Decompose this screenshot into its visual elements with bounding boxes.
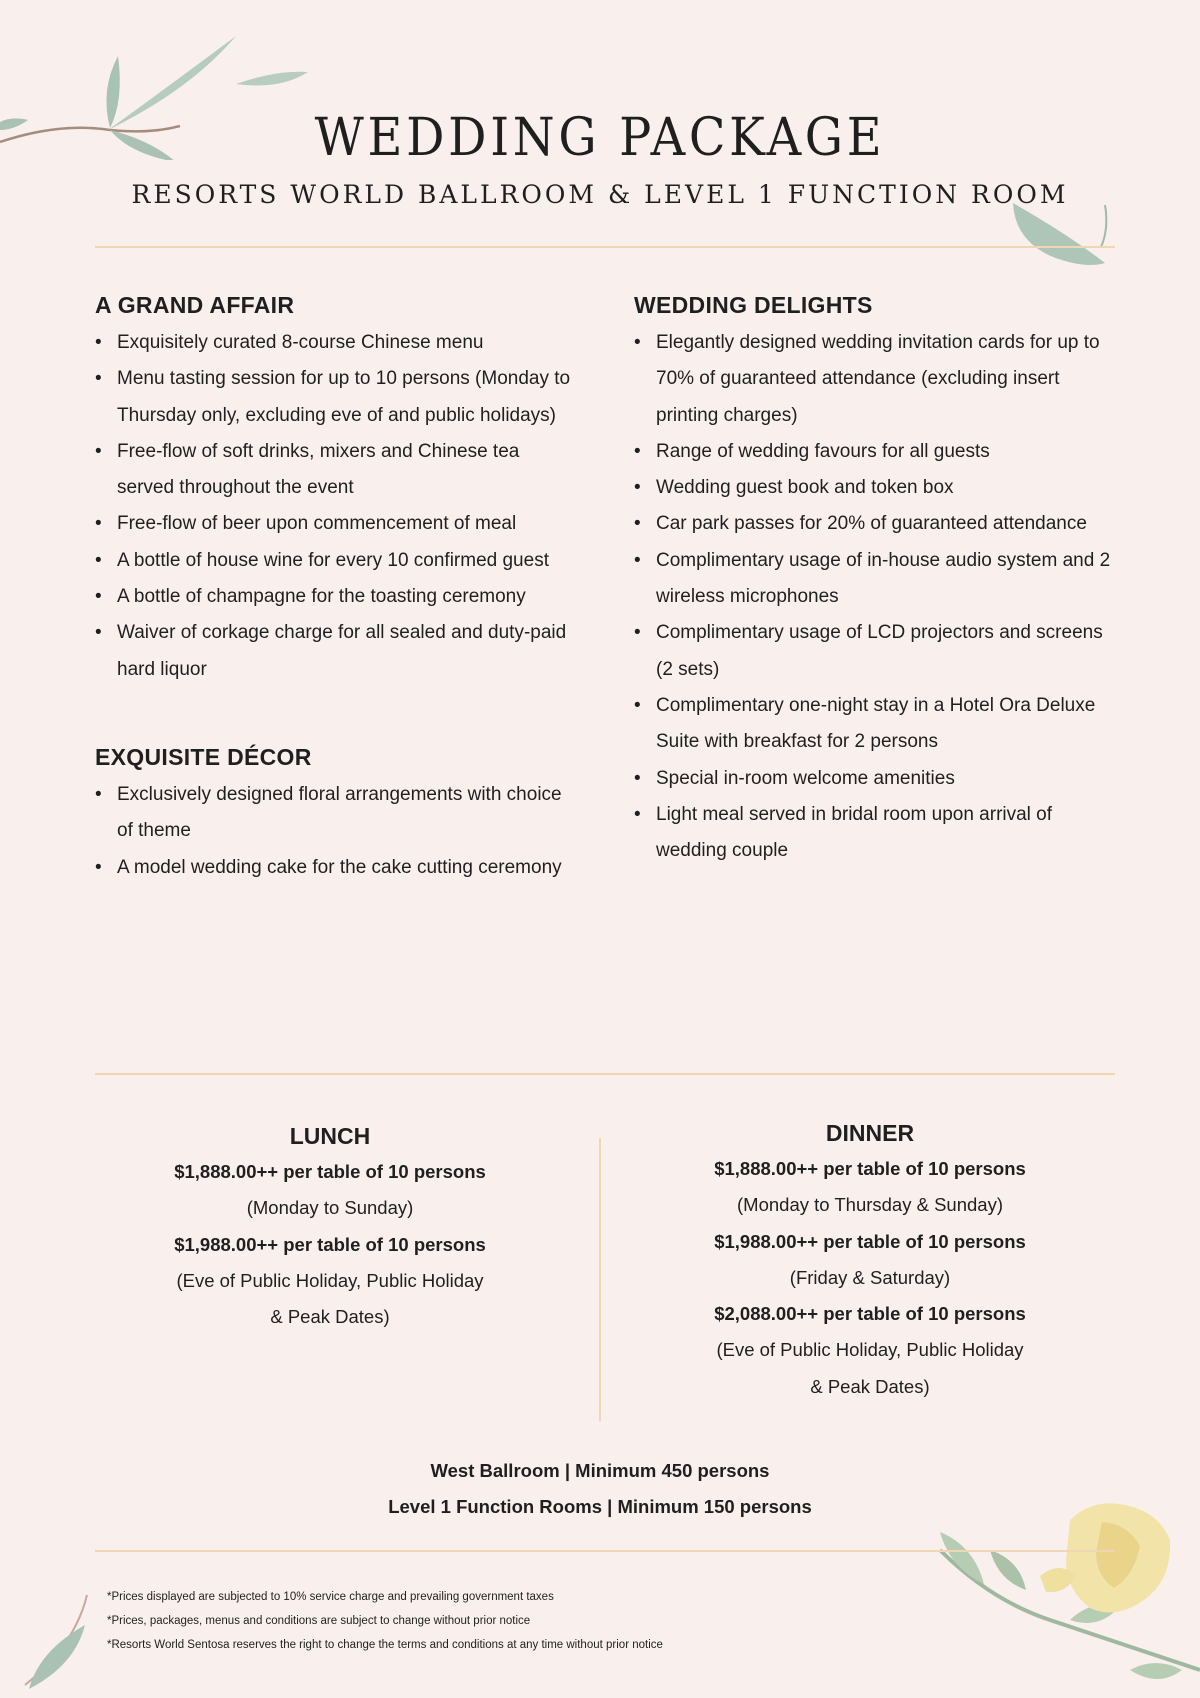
price: $1,988.00++ per table of 10 persons	[714, 1230, 1026, 1252]
list-item: • Free-flow of beer upon commencement of meal	[95, 506, 575, 542]
price: $1,888.00++ per table of 10 persons	[174, 1161, 486, 1182]
vertical-divider	[599, 1138, 601, 1421]
list-item: • Free-flow of soft drinks, mixers and Chinese tea served throughout the event	[95, 434, 575, 507]
list-item: • A bottle of house wine for every 10 confirmed guest	[95, 543, 575, 579]
bullet-list	[95, 777, 575, 886]
list-item: • Car park passes for 20% of guaranteed attendance	[634, 506, 1114, 542]
section-wedding-delights	[634, 292, 1114, 869]
footnote: *Resorts World Sentosa reserves the right to change the terms and conditions at any time without prior notice	[107, 1639, 663, 1651]
list-item: • Menu tasting session for up to 10 persons (Monday to Thursday only, excluding eve of and public holidays)	[95, 361, 575, 434]
venue-line: Level 1 Function Rooms | Minimum 150 persons	[388, 1496, 812, 1517]
page-subtitle: RESORTS WORLD BALLROOM & LEVEL 1 FUNCTION ROOM	[131, 180, 1069, 209]
footnotes	[107, 1585, 663, 1657]
section-decor	[95, 744, 575, 886]
list-item: • Complimentary usage of in-house audio system and 2 wireless microphones	[634, 543, 1114, 616]
list-item: • Complimentary usage of LCD projectors and screens (2 sets)	[634, 615, 1114, 688]
price-note: (Monday to Sunday)	[246, 1197, 414, 1219]
list-item: • Special in-room welcome amenities	[634, 761, 1114, 797]
lunch-pricing	[110, 1123, 550, 1335]
right-column	[634, 292, 1114, 869]
venue-capacity	[0, 1453, 1200, 1525]
list-item: • Exquisitely curated 8-course Chinese menu	[95, 325, 575, 361]
list-item: • Exclusively designed floral arrangements with choice of theme	[95, 777, 575, 850]
price-note: (Eve of Public Holiday, Public Holiday	[176, 1269, 484, 1291]
price: $2,088.00++ per table of 10 persons	[714, 1303, 1026, 1325]
dinner-title: DINNER	[825, 1120, 915, 1146]
section-title: EXQUISITE DÉCOR	[95, 743, 312, 770]
footnote: *Prices, packages, menus and conditions are subject to change without prior notice	[107, 1615, 531, 1627]
list-item: • Wedding guest book and token box	[634, 470, 1114, 506]
list-item: • Range of wedding favours for all guests	[634, 434, 1114, 470]
divider	[95, 1550, 1115, 1552]
price-note: (Monday to Thursday & Sunday)	[737, 1194, 1003, 1216]
price: $1,988.00++ per table of 10 persons	[174, 1233, 486, 1255]
leaf-icon	[15, 1585, 95, 1695]
lunch-title: LUNCH	[289, 1123, 371, 1149]
bullet-list	[634, 325, 1114, 869]
bullet-list	[95, 325, 575, 688]
price-note: (Eve of Public Holiday, Public Holiday	[716, 1339, 1024, 1361]
divider	[95, 246, 1115, 248]
price-note: (Friday & Saturday)	[789, 1266, 951, 1288]
price-note: & Peak Dates)	[810, 1375, 930, 1397]
footnote: *Prices displayed are subjected to 10% service charge and prevailing government taxes	[107, 1591, 554, 1603]
list-item: • Complimentary one-night stay in a Hotel Ora Deluxe Suite with breakfast for 2 persons	[634, 688, 1114, 761]
venue-line: West Ballroom | Minimum 450 persons	[430, 1460, 770, 1481]
list-item: • Elegantly designed wedding invitation cards for up to 70% of guaranteed attendance (excluding insert printing charges)	[634, 325, 1114, 434]
section-title: WEDDING DELIGHTS	[634, 292, 873, 318]
price-note: & Peak Dates)	[270, 1306, 390, 1328]
list-item: • A bottle of champagne for the toasting ceremony	[95, 579, 575, 615]
dinner-pricing	[650, 1120, 1090, 1405]
section-title: A GRAND AFFAIR	[95, 292, 295, 318]
divider	[95, 1073, 1115, 1075]
page-title: WEDDING PACKAGE	[314, 108, 886, 168]
price: $1,888.00++ per table of 10 persons	[714, 1158, 1026, 1179]
left-column	[95, 292, 575, 886]
section-grand-affair	[95, 292, 575, 688]
list-item: • A model wedding cake for the cake cutting ceremony	[95, 850, 575, 886]
list-item: • Light meal served in bridal room upon arrival of wedding couple	[634, 797, 1114, 870]
list-item: • Waiver of corkage charge for all sealed and duty-paid hard liquor	[95, 615, 575, 688]
